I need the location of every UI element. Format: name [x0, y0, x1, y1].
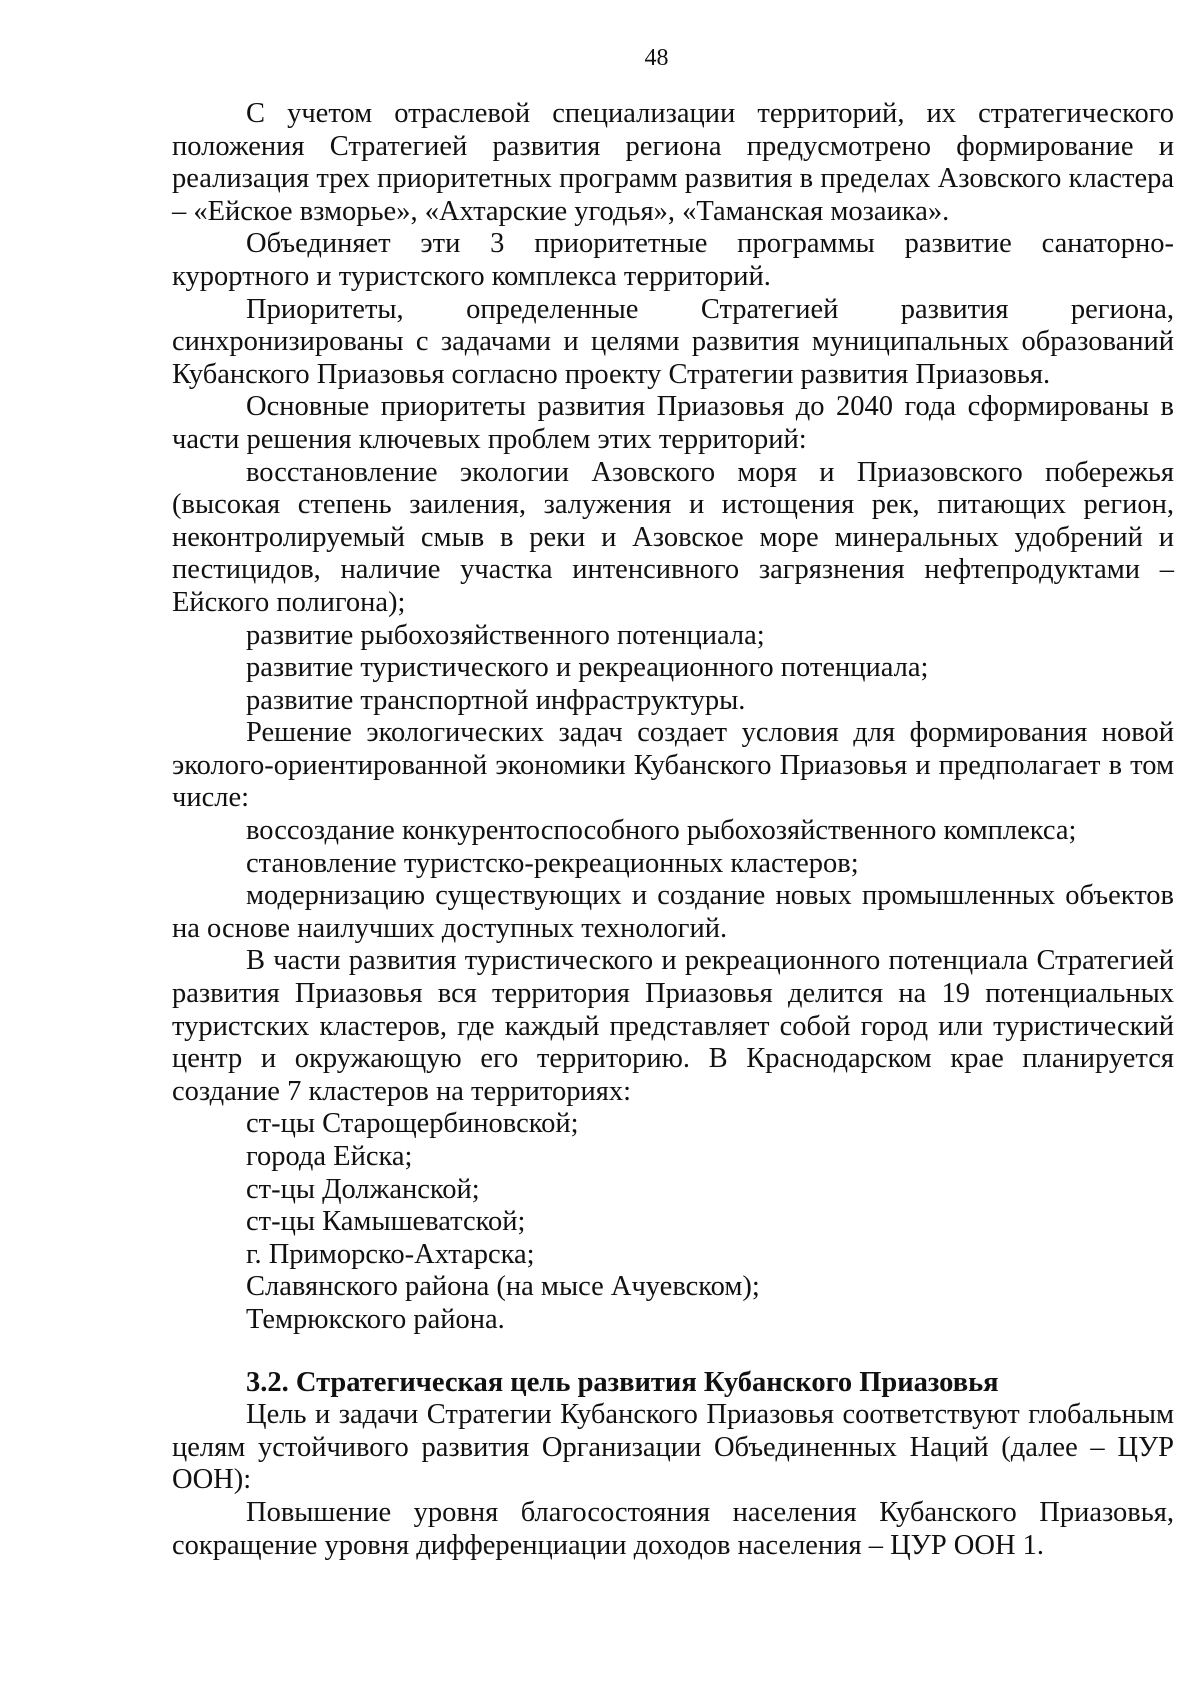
list-item-priority: восстановление экологии Азовского моря и Приазовского побережья (высокая степень заиления, залужения и истощения рек, питающих регион, неконтролируемый смыв в реки и Азовское море минеральных удобрений и пестицидов, наличие участка интенсивного загрязнения нефтепродуктами – Ейского полигона); — [172, 456, 1174, 618]
list-item-priority: развитие рыбохозяйственного потенциала; — [246, 619, 765, 651]
list-item-cluster: города Ейска; — [246, 1141, 413, 1172]
paragraph-unifies: Объединяет эти 3 приоритетные программы развитие санаторно-курортного и туристского комплекса территорий. — [172, 228, 1174, 292]
list-item-priority: развитие транспортной инфраструктуры. — [246, 684, 746, 716]
paragraph-wellbeing: Повышение уровня благосостояния населения Кубанского Приазовья, сокращение уровня дифференциации доходов населения – ЦУР ООН 1. — [172, 1496, 1174, 1561]
list-item-eco: становление туристско-рекреационных кластеров; — [246, 847, 859, 879]
paragraph-goals: Цель и задачи Стратегии Кубанского Приазовья соответствуют глобальным целям устойчивого развития Организации Объединенных Наций (далее – ЦУР ООН): — [172, 1399, 1174, 1496]
page-number: 48 — [644, 45, 669, 71]
list-item-cluster: Темрюкского района. — [246, 1303, 505, 1335]
list-item-cluster: ст-цы Камышеватской; — [246, 1206, 526, 1238]
document-body — [172, 98, 1174, 1562]
list-item-cluster: Славянского района (на мысе Ачуевском); — [246, 1271, 760, 1303]
list-item-priority: развитие туристического и рекреационного потенциала; — [246, 652, 929, 684]
list-item-eco: модернизацию существующих и создание новых промышленных объектов на основе наилучших доступных технологий. — [172, 880, 1174, 944]
paragraph-main-priorities: Основные приоритеты развития Приазовья до 2040 года сформированы в части решения ключевых проблем этих территорий: — [172, 391, 1174, 455]
paragraph-tourism-intro: В части развития туристического и рекреационного потенциала Стратегией развития Приазовья вся территория Приазовья делится на 19 потенциальных туристских кластеров, где каждый представляет собой город или туристический центр и окружающую его территорию. В Краснодарском крае планируется создание 7 кластеров на территориях: — [172, 945, 1174, 1107]
section-heading: 3.2. Стратегическая цель развития Кубанского Приазовья — [246, 1366, 999, 1398]
list-item-cluster: ст-цы Должанской; — [246, 1173, 480, 1205]
list-item-cluster: г. Приморско-Ахтарска; — [246, 1238, 535, 1270]
paragraph-synchronized: Приоритеты, определенные Стратегией развития региона, синхронизированы с задачами и целями развития муниципальных образований Кубанского Приазовья согласно проекту Стратегии развития Приазовья. — [172, 293, 1174, 390]
paragraph-programs: С учетом отраслевой специализации территорий, их стратегического положения Стратегией развития региона предусмотрено формирование и реализация трех приоритетных программ развития в пределах Азовского кластера – «Ейское взморье», «Ахтарские угодья», «Таманская мозаика». — [172, 98, 1174, 227]
list-item-eco: воссоздание конкурентоспособного рыбохозяйственного комплекса; — [246, 815, 1077, 847]
paragraph-eco-intro: Решение экологических задач создает условия для формирования новой эколого-ориентированной экономики Кубанского Приазовья и предполагает в том числе: — [172, 717, 1174, 814]
list-item-cluster: ст-цы Старощербиновской; — [246, 1108, 579, 1140]
